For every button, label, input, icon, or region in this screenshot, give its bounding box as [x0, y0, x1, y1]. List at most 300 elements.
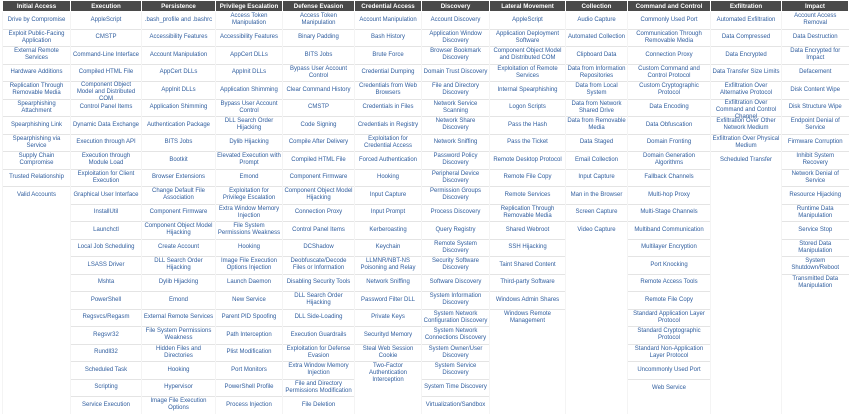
technique-link[interactable]: Compiled HTML File: [291, 156, 346, 163]
technique-link[interactable]: Accessibility Features: [219, 34, 279, 41]
technique-cell[interactable]: [3, 82, 71, 100]
technique-cell[interactable]: [355, 82, 422, 100]
technique-link[interactable]: Data Obfuscation: [645, 121, 693, 128]
technique-link[interactable]: Port Knocking: [650, 261, 688, 268]
technique-cell[interactable]: [71, 82, 142, 103]
technique-link[interactable]: Multi-hop Proxy: [648, 191, 690, 198]
technique-link[interactable]: PowerShell: [90, 296, 122, 303]
column-header[interactable]: Persistence: [142, 1, 216, 12]
technique-link[interactable]: Bypass User Account Control: [220, 100, 278, 114]
column-header[interactable]: Collection: [566, 1, 628, 12]
technique-cell[interactable]: [142, 239, 216, 257]
technique-cell[interactable]: [782, 117, 849, 135]
technique-link[interactable]: Remote Services: [504, 191, 551, 198]
technique-link[interactable]: Video Capture: [577, 227, 616, 233]
technique-cell[interactable]: [422, 99, 490, 117]
technique-link[interactable]: Steal Web Session Cookie: [362, 345, 414, 359]
technique-link[interactable]: Scheduled Transfer: [719, 157, 773, 163]
technique-link[interactable]: Internal Spearphishing: [497, 86, 558, 93]
technique-link[interactable]: Fallback Channels: [644, 174, 694, 181]
technique-cell[interactable]: [566, 47, 628, 65]
technique-link[interactable]: Brute Force: [372, 51, 404, 58]
technique-cell[interactable]: [216, 64, 283, 82]
technique-cell[interactable]: [711, 99, 782, 120]
technique-link[interactable]: Data Staged: [579, 139, 614, 146]
technique-cell[interactable]: [628, 327, 711, 345]
technique-link[interactable]: Emond: [239, 174, 259, 181]
technique-cell[interactable]: [422, 327, 490, 345]
technique-link[interactable]: Custom Command and Control Protocol: [638, 65, 700, 79]
technique-link[interactable]: Valid Accounts: [17, 192, 56, 198]
technique-link[interactable]: Third-party Software: [500, 279, 555, 286]
technique-cell[interactable]: [142, 292, 216, 310]
technique-link[interactable]: Code Signing: [300, 121, 337, 128]
technique-cell[interactable]: [628, 99, 711, 117]
technique-link[interactable]: Credentials in Registry: [357, 121, 419, 128]
technique-cell[interactable]: [422, 222, 490, 240]
technique-link[interactable]: AppCert DLLs: [159, 69, 198, 76]
technique-link[interactable]: Transmitted Data Manipulation: [792, 276, 839, 289]
technique-cell[interactable]: [142, 64, 216, 82]
technique-link[interactable]: PowerShell Profile: [224, 384, 274, 391]
technique-cell[interactable]: [422, 362, 490, 380]
technique-cell[interactable]: [782, 222, 849, 240]
technique-cell[interactable]: [142, 152, 216, 170]
technique-link[interactable]: Data Encoding: [649, 104, 689, 111]
technique-cell[interactable]: [628, 29, 711, 47]
technique-cell[interactable]: [566, 134, 628, 152]
technique-link[interactable]: Query Registry: [435, 226, 476, 233]
technique-cell[interactable]: [3, 64, 71, 82]
technique-cell[interactable]: [422, 344, 490, 362]
technique-cell[interactable]: [490, 309, 566, 327]
technique-link[interactable]: Execution through API: [76, 139, 136, 146]
technique-cell[interactable]: [782, 29, 849, 47]
technique-link[interactable]: Hooking: [237, 244, 260, 251]
technique-cell[interactable]: [283, 327, 355, 345]
technique-link[interactable]: Change Default File Association: [151, 188, 206, 202]
technique-link[interactable]: Credential Dumping: [361, 69, 415, 76]
technique-cell[interactable]: [490, 187, 566, 205]
technique-link[interactable]: Communication Through Removable Media: [636, 30, 702, 44]
technique-cell[interactable]: [142, 82, 216, 100]
technique-link[interactable]: Network Sniffing: [433, 139, 478, 146]
technique-link[interactable]: AppCert DLLs: [230, 51, 268, 58]
technique-link[interactable]: Hardware Additions: [10, 69, 63, 76]
technique-link[interactable]: Binary Padding: [298, 34, 339, 41]
technique-cell[interactable]: [490, 152, 566, 170]
technique-cell[interactable]: [782, 99, 849, 117]
technique-link[interactable]: Data Transfer Size Limits: [712, 69, 780, 76]
technique-link[interactable]: Exfiltration Over Other Network Medium: [716, 118, 776, 132]
technique-link[interactable]: Forced Authentication: [358, 156, 418, 163]
technique-link[interactable]: Automated Exfiltration: [716, 16, 776, 23]
technique-link[interactable]: Input Capture: [369, 191, 407, 198]
technique-cell[interactable]: [71, 362, 142, 380]
technique-link[interactable]: BITS Jobs: [304, 51, 333, 58]
technique-link[interactable]: Taint Shared Content: [499, 261, 556, 268]
technique-cell[interactable]: [355, 274, 422, 292]
technique-cell[interactable]: [628, 274, 711, 292]
technique-cell[interactable]: [566, 222, 628, 240]
technique-link[interactable]: Control Panel Items: [292, 226, 345, 233]
technique-link[interactable]: Parent PID Spoofing: [221, 314, 277, 321]
technique-link[interactable]: Data from Local System: [575, 83, 618, 97]
technique-cell[interactable]: [566, 64, 628, 82]
technique-cell[interactable]: [216, 187, 283, 205]
technique-cell[interactable]: [355, 64, 422, 82]
technique-cell[interactable]: [628, 82, 711, 100]
technique-link[interactable]: Mshta: [97, 279, 115, 286]
technique-link[interactable]: DLL Side-Loading: [294, 314, 343, 321]
technique-cell[interactable]: [71, 169, 142, 187]
technique-link[interactable]: Exploitation for Privilege Escalation: [222, 188, 276, 202]
technique-link[interactable]: Clear Command History: [286, 86, 351, 93]
technique-link[interactable]: Exploitation for Client Execution: [77, 170, 135, 184]
technique-link[interactable]: Runtime Data Manipulation: [796, 205, 834, 219]
technique-link[interactable]: Spearphishing via Service: [12, 135, 61, 149]
technique-cell[interactable]: [711, 12, 782, 30]
technique-cell[interactable]: [628, 222, 711, 240]
technique-cell[interactable]: [3, 152, 71, 170]
technique-cell[interactable]: [355, 204, 422, 222]
technique-link[interactable]: .bash_profile and .bashrc: [144, 16, 213, 23]
technique-link[interactable]: Launch Daemon: [226, 279, 272, 286]
technique-link[interactable]: Scheduled Task: [84, 366, 128, 373]
technique-link[interactable]: Inhibit System Recovery: [796, 153, 835, 167]
technique-cell[interactable]: [490, 99, 566, 117]
technique-link[interactable]: Supply Chain Compromise: [18, 153, 55, 167]
technique-cell[interactable]: [283, 134, 355, 152]
technique-cell[interactable]: [490, 274, 566, 292]
column-header[interactable]: Command and Control: [628, 1, 711, 12]
technique-link[interactable]: Scripting: [94, 384, 118, 391]
column-header[interactable]: Impact: [782, 1, 849, 12]
technique-link[interactable]: Browser Extensions: [151, 174, 206, 181]
technique-cell[interactable]: [216, 327, 283, 345]
technique-cell[interactable]: [490, 47, 566, 65]
technique-link[interactable]: LSASS Driver: [87, 261, 125, 268]
technique-cell[interactable]: [283, 362, 355, 380]
technique-link[interactable]: Data from Information Repositories: [567, 65, 626, 79]
technique-link[interactable]: Component Firmware: [149, 209, 208, 216]
technique-link[interactable]: Virtualization/Sandbox: [425, 401, 486, 408]
technique-cell[interactable]: [490, 204, 566, 222]
technique-cell[interactable]: [628, 64, 711, 82]
technique-cell[interactable]: [628, 117, 711, 135]
technique-cell[interactable]: [628, 12, 711, 30]
technique-link[interactable]: Hooking: [376, 174, 399, 181]
technique-cell[interactable]: [3, 187, 71, 205]
technique-link[interactable]: Disk Structure Wipe: [788, 104, 842, 111]
technique-cell[interactable]: [490, 257, 566, 275]
technique-cell[interactable]: [283, 99, 355, 117]
technique-cell[interactable]: [490, 292, 566, 310]
technique-link[interactable]: Multi-Stage Channels: [640, 209, 698, 216]
technique-link[interactable]: Exfiltration Over Physical Medium: [712, 135, 780, 149]
technique-cell[interactable]: [216, 274, 283, 292]
technique-link[interactable]: AppInit DLLs: [161, 86, 196, 93]
technique-cell[interactable]: [216, 292, 283, 310]
technique-link[interactable]: Windows Remote Management: [503, 311, 551, 324]
technique-cell[interactable]: [422, 169, 490, 187]
technique-cell[interactable]: [628, 257, 711, 275]
column-header[interactable]: Defense Evasion: [283, 1, 355, 12]
technique-link[interactable]: Remote Desktop Protocol: [493, 156, 562, 163]
technique-cell[interactable]: [422, 292, 490, 310]
technique-cell[interactable]: [71, 204, 142, 222]
technique-link[interactable]: Uncommonly Used Port: [637, 366, 701, 373]
technique-cell[interactable]: [711, 29, 782, 47]
technique-link[interactable]: Control Panel Items: [79, 104, 133, 111]
technique-cell[interactable]: [628, 169, 711, 187]
technique-link[interactable]: Disabling Security Tools: [286, 279, 351, 286]
technique-link[interactable]: Credentials in Files: [362, 104, 414, 111]
technique-cell[interactable]: [283, 152, 355, 170]
technique-cell[interactable]: [283, 222, 355, 240]
technique-cell[interactable]: [566, 152, 628, 170]
technique-cell[interactable]: [142, 257, 216, 275]
technique-link[interactable]: Application Shimming: [220, 86, 278, 93]
technique-link[interactable]: Logon Scripts: [509, 104, 546, 111]
technique-link[interactable]: Data from Removable Media: [567, 118, 626, 132]
technique-cell[interactable]: [628, 379, 711, 397]
technique-link[interactable]: Path Interception: [226, 331, 272, 338]
technique-link[interactable]: Bash History: [370, 34, 405, 41]
technique-link[interactable]: Compiled HTML File: [78, 69, 134, 76]
technique-link[interactable]: Network Share Discovery: [435, 118, 476, 132]
technique-cell[interactable]: [216, 117, 283, 135]
technique-link[interactable]: External Remote Services: [14, 48, 59, 62]
technique-link[interactable]: Exploit Public-Facing Application: [8, 30, 65, 44]
technique-link[interactable]: Component Object Model Hijacking: [284, 188, 353, 202]
technique-cell[interactable]: [782, 257, 849, 275]
technique-link[interactable]: Dylib Hijacking: [158, 279, 199, 286]
technique-link[interactable]: Hypervisor: [164, 384, 193, 391]
technique-cell[interactable]: [142, 12, 216, 30]
technique-cell[interactable]: [490, 12, 566, 30]
technique-link[interactable]: File System Permissions Weakness: [145, 328, 212, 342]
technique-cell[interactable]: [628, 239, 711, 257]
technique-link[interactable]: Windows Admin Shares: [495, 296, 560, 303]
technique-cell[interactable]: [628, 134, 711, 152]
technique-link[interactable]: Deobfuscate/Decode Files or Information: [290, 258, 347, 272]
technique-link[interactable]: Service Stop: [798, 226, 833, 233]
technique-cell[interactable]: [283, 29, 355, 47]
technique-cell[interactable]: [422, 204, 490, 222]
technique-cell[interactable]: [142, 362, 216, 380]
technique-cell[interactable]: [3, 134, 71, 152]
technique-link[interactable]: Graphical User Interface: [73, 191, 139, 198]
column-header[interactable]: Execution: [71, 1, 142, 12]
technique-cell[interactable]: [355, 12, 422, 30]
technique-cell[interactable]: [355, 257, 422, 275]
technique-link[interactable]: Keychain: [375, 244, 401, 251]
technique-link[interactable]: Peripheral Device Discovery: [431, 170, 480, 184]
technique-cell[interactable]: [3, 99, 71, 117]
technique-cell[interactable]: [566, 187, 628, 205]
technique-link[interactable]: Dynamic Data Exchange: [72, 121, 140, 128]
technique-link[interactable]: AppleScript: [90, 16, 122, 23]
technique-link[interactable]: Hooking: [167, 366, 190, 373]
technique-link[interactable]: Stored Data Manipulation: [798, 240, 833, 254]
technique-cell[interactable]: [283, 397, 355, 414]
technique-cell[interactable]: [216, 47, 283, 65]
technique-cell[interactable]: [628, 187, 711, 205]
technique-link[interactable]: Account Discovery: [430, 16, 481, 23]
technique-link[interactable]: AppInit DLLs: [231, 69, 267, 76]
technique-cell[interactable]: [3, 169, 71, 187]
technique-cell[interactable]: [142, 204, 216, 222]
technique-link[interactable]: Component Object Model Hijacking: [144, 223, 213, 237]
technique-link[interactable]: Local Job Scheduling: [77, 244, 135, 251]
technique-cell[interactable]: [71, 117, 142, 135]
technique-cell[interactable]: [782, 204, 849, 222]
technique-cell[interactable]: [216, 12, 283, 30]
technique-link[interactable]: Hidden Files and Directories: [155, 345, 202, 359]
technique-cell[interactable]: [71, 187, 142, 205]
technique-cell[interactable]: [71, 134, 142, 152]
technique-link[interactable]: Dylib Hijacking: [229, 139, 269, 146]
technique-cell[interactable]: [422, 257, 490, 275]
technique-link[interactable]: Port Monitors: [231, 366, 267, 373]
technique-cell[interactable]: [216, 169, 283, 187]
technique-cell[interactable]: [142, 222, 216, 240]
technique-link[interactable]: Replication Through Removable Media: [9, 83, 64, 97]
technique-link[interactable]: Standard Application Layer Protocol: [633, 310, 705, 324]
technique-link[interactable]: Account Manipulation: [149, 51, 208, 58]
technique-link[interactable]: Two-Factor Authentication Interception: [368, 362, 408, 383]
technique-link[interactable]: File System Permissions Weakness: [217, 223, 281, 237]
technique-link[interactable]: Remote File Copy: [644, 296, 694, 303]
technique-cell[interactable]: [711, 82, 782, 100]
technique-link[interactable]: Command-Line Interface: [72, 51, 140, 58]
technique-cell[interactable]: [782, 169, 849, 187]
technique-cell[interactable]: [142, 187, 216, 205]
technique-cell[interactable]: [142, 47, 216, 65]
technique-cell[interactable]: [3, 117, 71, 135]
technique-link[interactable]: Audio Capture: [577, 16, 616, 23]
technique-link[interactable]: Security Software Discovery: [431, 258, 480, 272]
technique-cell[interactable]: [782, 187, 849, 205]
technique-cell[interactable]: [355, 327, 422, 345]
technique-link[interactable]: Replication Through Removable Media: [500, 205, 555, 219]
technique-cell[interactable]: [142, 309, 216, 327]
technique-cell[interactable]: [283, 344, 355, 362]
technique-cell[interactable]: [216, 204, 283, 222]
technique-link[interactable]: Process Discovery: [430, 209, 481, 216]
technique-link[interactable]: Automated Collection: [567, 34, 626, 41]
technique-link[interactable]: Data Encrypted: [725, 51, 767, 58]
technique-link[interactable]: Elevated Execution with Prompt: [217, 153, 281, 167]
technique-link[interactable]: File Deletion: [301, 401, 336, 408]
technique-cell[interactable]: [283, 12, 355, 30]
technique-link[interactable]: Pass the Hash: [507, 121, 548, 128]
technique-link[interactable]: Application Shimming: [149, 104, 208, 111]
technique-cell[interactable]: [355, 222, 422, 240]
technique-cell[interactable]: [355, 344, 422, 362]
technique-link[interactable]: Accessibility Features: [149, 34, 208, 41]
technique-cell[interactable]: [142, 99, 216, 117]
technique-cell[interactable]: [216, 134, 283, 152]
technique-link[interactable]: System Time Discovery: [424, 384, 487, 391]
technique-link[interactable]: CMSTP: [308, 104, 329, 111]
technique-link[interactable]: DLL Search Order Hijacking: [224, 118, 274, 132]
technique-cell[interactable]: [71, 239, 142, 257]
technique-link[interactable]: Component Object Model and Distributed COM: [493, 48, 562, 62]
technique-link[interactable]: Software Discovery: [429, 279, 482, 286]
technique-link[interactable]: Account Access Removal: [794, 13, 837, 27]
technique-cell[interactable]: [216, 362, 283, 380]
technique-link[interactable]: Plist Modification: [226, 349, 272, 356]
technique-cell[interactable]: [355, 29, 422, 47]
technique-link[interactable]: Domain Generation Algorithms: [642, 153, 696, 167]
technique-cell[interactable]: [142, 29, 216, 47]
technique-cell[interactable]: [422, 187, 490, 205]
technique-link[interactable]: Data Destruction: [792, 34, 838, 41]
technique-link[interactable]: Exfiltration Over Alternative Protocol: [719, 83, 773, 97]
technique-link[interactable]: Spearphishing Link: [10, 121, 63, 128]
technique-cell[interactable]: [283, 117, 355, 135]
technique-link[interactable]: Email Collection: [574, 156, 619, 163]
technique-link[interactable]: Domain Fronting: [646, 139, 692, 146]
technique-cell[interactable]: [216, 82, 283, 100]
technique-link[interactable]: System Information Discovery: [429, 293, 482, 307]
technique-link[interactable]: Spearphishing Attachment: [17, 100, 56, 114]
column-header[interactable]: Privilege Escalation: [216, 1, 283, 12]
technique-cell[interactable]: [142, 397, 216, 414]
technique-cell[interactable]: [216, 344, 283, 362]
technique-link[interactable]: Connection Proxy: [294, 209, 343, 216]
technique-link[interactable]: Launchctl: [93, 226, 119, 233]
technique-cell[interactable]: [71, 222, 142, 240]
technique-cell[interactable]: [283, 239, 355, 257]
technique-cell[interactable]: [490, 134, 566, 152]
technique-link[interactable]: Input Prompt: [370, 209, 406, 216]
technique-link[interactable]: LLMNR/NBT-NS Poisoning and Relay: [360, 258, 416, 272]
technique-cell[interactable]: [566, 169, 628, 187]
technique-cell[interactable]: [355, 47, 422, 65]
technique-cell[interactable]: [422, 29, 490, 47]
technique-cell[interactable]: [566, 82, 628, 100]
technique-cell[interactable]: [71, 12, 142, 30]
technique-cell[interactable]: [782, 134, 849, 152]
technique-link[interactable]: Exploitation for Credential Access: [363, 135, 413, 149]
technique-link[interactable]: Defacement: [799, 69, 832, 76]
technique-link[interactable]: Component Object Model and Distributed COM: [76, 82, 136, 103]
column-header[interactable]: Initial Access: [3, 1, 71, 12]
technique-link[interactable]: Exploitation for Defense Evasion: [286, 345, 351, 359]
technique-cell[interactable]: [3, 29, 71, 47]
technique-cell[interactable]: [422, 309, 490, 327]
technique-cell[interactable]: [283, 257, 355, 275]
technique-cell[interactable]: [711, 134, 782, 152]
technique-cell[interactable]: [142, 379, 216, 397]
technique-cell[interactable]: [71, 327, 142, 345]
technique-cell[interactable]: [216, 379, 283, 397]
technique-link[interactable]: BITS Jobs: [164, 139, 193, 146]
technique-cell[interactable]: [422, 82, 490, 100]
technique-link[interactable]: Remote Access Tools: [640, 279, 698, 286]
technique-link[interactable]: System Network Connections Discovery: [424, 328, 487, 342]
technique-cell[interactable]: [782, 12, 849, 30]
technique-link[interactable]: Access Token Manipulation: [300, 13, 337, 27]
technique-link[interactable]: Standard Cryptographic Protocol: [637, 328, 701, 342]
technique-cell[interactable]: [216, 222, 283, 240]
technique-link[interactable]: Firmware Corruption: [787, 139, 843, 146]
technique-link[interactable]: Remote System Discovery: [434, 240, 477, 254]
technique-cell[interactable]: [490, 239, 566, 257]
